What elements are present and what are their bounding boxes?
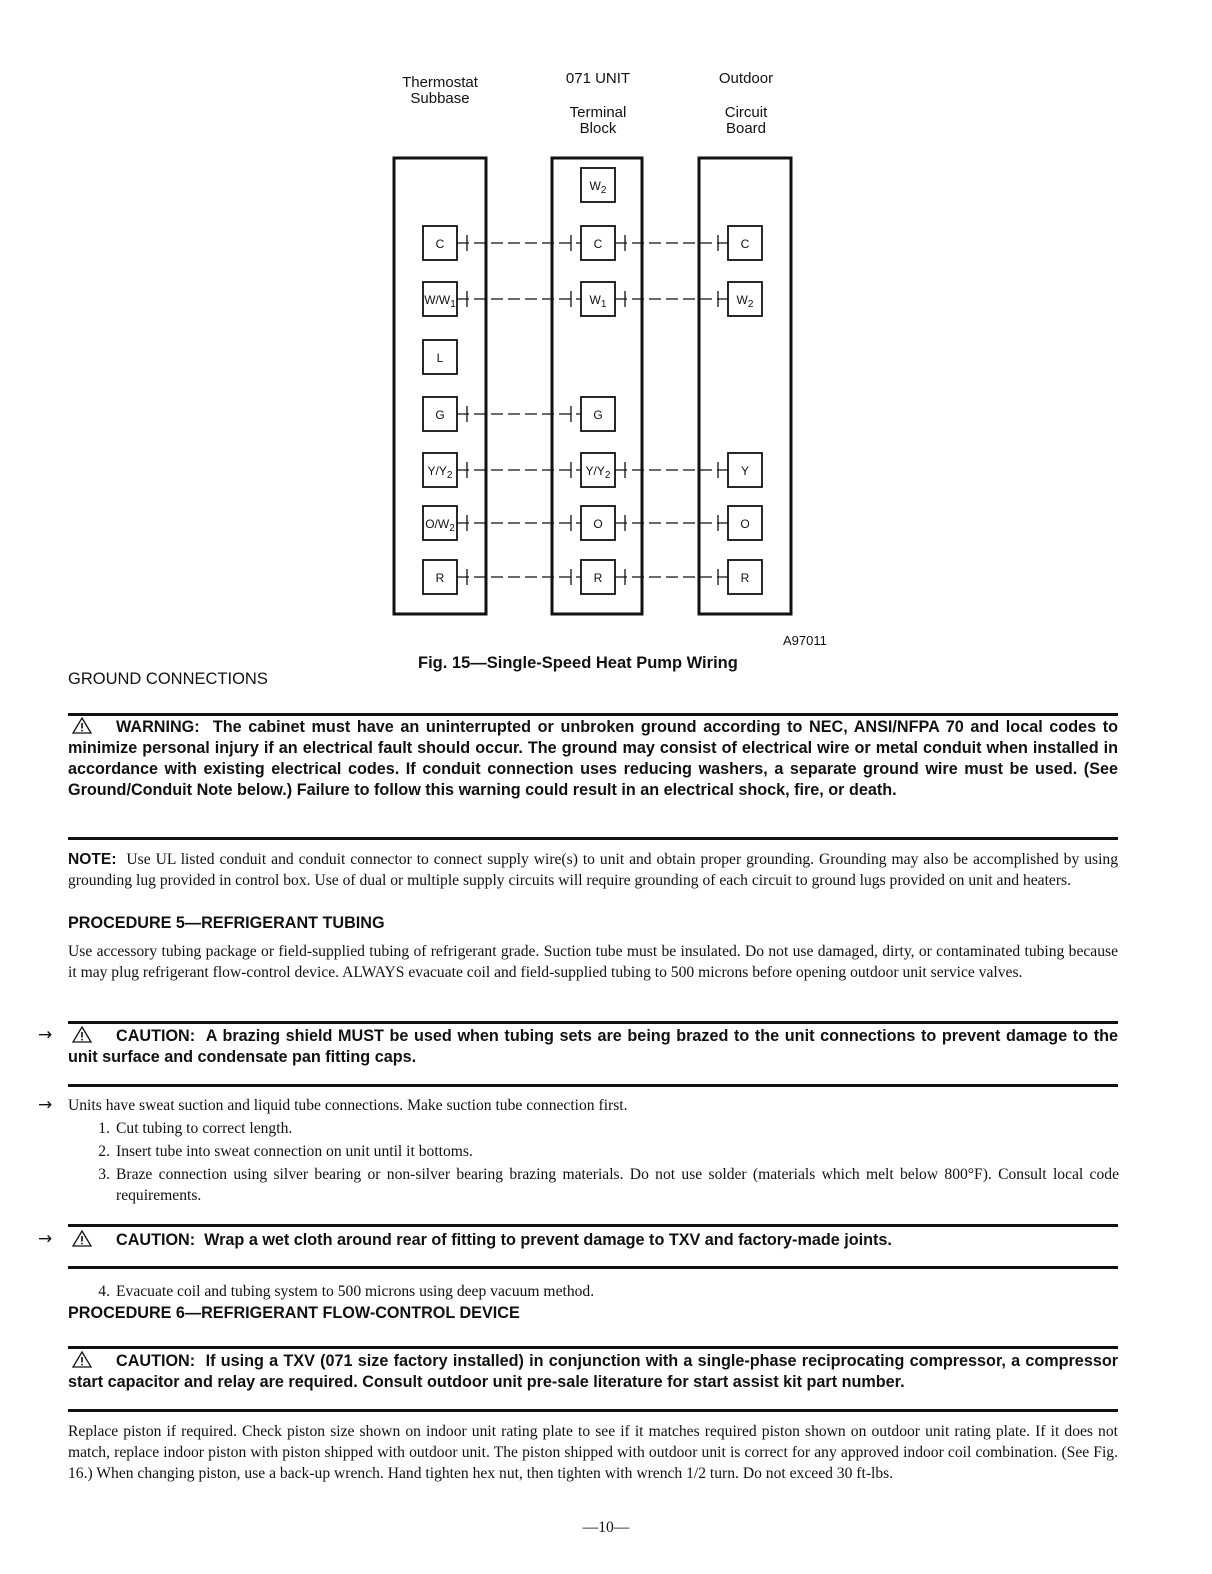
- caution-box-wet-cloth: [68, 1230, 1118, 1251]
- warning-label: WARNING:: [116, 718, 200, 736]
- rule: [68, 1266, 1118, 1269]
- change-arrow-icon: →: [38, 1229, 53, 1249]
- change-arrow-icon: →: [38, 1095, 53, 1115]
- thermostat-terminal-w-w1: [423, 282, 457, 316]
- terminal-label-part: /W: [435, 293, 451, 307]
- note-paragraph: [68, 849, 1118, 891]
- terminal-label-subscript: 2: [449, 523, 455, 534]
- step-number: 4.: [98, 1283, 110, 1300]
- figure-id: A97011: [783, 633, 827, 648]
- rule: [68, 1224, 1118, 1227]
- terminal-label: [741, 464, 749, 478]
- outdoor-terminal-w2: [728, 282, 762, 316]
- figure-caption: Fig. 15—Single-Speed Heat Pump Wiring: [418, 654, 738, 672]
- wire-connection: [615, 235, 728, 251]
- caution-triangle-icon: [72, 1351, 98, 1372]
- terminal-label-part: R: [435, 571, 445, 585]
- caution-label: CAUTION:: [116, 1231, 196, 1249]
- column-header-line: Board: [725, 120, 767, 137]
- ground-connections-heading: GROUND CONNECTIONS: [68, 670, 268, 688]
- page-number: —10—: [582, 1519, 630, 1536]
- step-number: 1.: [98, 1120, 110, 1137]
- column-header-line: Thermostat: [402, 74, 478, 91]
- unit-terminal-r: [581, 560, 615, 594]
- terminal-label-part: C: [740, 237, 750, 251]
- thermostat-terminal-g: [423, 397, 457, 431]
- outdoor-terminal-r: [728, 560, 762, 594]
- column-header-line: 071 UNIT: [565, 70, 631, 87]
- terminal-label-part: /Y: [435, 464, 447, 478]
- terminal-label: [594, 571, 603, 585]
- terminal-label-part: W: [589, 179, 601, 193]
- unit-terminal-y-y2: [581, 453, 615, 487]
- unit-terminal-c: [581, 226, 615, 260]
- wire-connection: [615, 462, 728, 478]
- warning-text: The cabinet must have an uninterrupted or unbroken ground according to NEC, ANSI/NFPA 70 and local codes to minimize personal injury if an electrical fault should occur. The ground may consist of electrical wire or metal conduit when installed in accordance with existing electrical codes. If conduit connection uses reducing washers, a separate ground wire must be used. (See Ground/Conduit Note below.) Failure to follow this warning could result in an electrical shock, fire, or death.: [68, 718, 1118, 799]
- caution-triangle-icon: [72, 1026, 98, 1047]
- caution-triangle-icon: [72, 1230, 98, 1251]
- terminal-label-part: /Y: [593, 464, 605, 478]
- terminal-label-part: G: [435, 408, 445, 422]
- terminal-label-part: L: [436, 351, 444, 365]
- change-arrow-icon: →: [38, 1025, 53, 1045]
- caution-box-brazing: [68, 1026, 1118, 1068]
- column-header-line: Outdoor: [718, 70, 774, 87]
- terminal-label: [435, 408, 444, 422]
- note-label: NOTE:: [68, 851, 117, 868]
- terminal-label-part: Y: [740, 464, 750, 478]
- procedure-5-text: Use accessory tubing package or field-supplied tubing of refrigerant grade. Suction tube must be insulated. Do not use damaged, dirty, or contaminated tubing because it may plug refrigerant flow-control device. ALWAYS evacuate coil and field-supplied tubing to 500 microns before opening outdoor unit service valves.: [68, 943, 1118, 981]
- caution-label: CAUTION:: [116, 1027, 196, 1045]
- thermostat-terminal-y-y2: [423, 453, 457, 487]
- wire-connection: [457, 569, 581, 585]
- caution-text: If using a TXV (071 size factory installed) in conjunction with a single-phase reciprocating compressor, a compressor start capacitor and relay are required. Consult outdoor unit pre-sale literature for start assist kit part number.: [68, 1352, 1119, 1391]
- terminal-label: [436, 571, 445, 585]
- terminal-label: [741, 237, 750, 251]
- wire-connection: [457, 515, 581, 531]
- warning-triangle-icon: [72, 717, 98, 738]
- caution-text: Wrap a wet cloth around rear of fitting to prevent damage to TXV and factory-made joints.: [204, 1231, 892, 1249]
- unit-terminal-g: [581, 397, 615, 431]
- terminal-label-part: R: [740, 571, 750, 585]
- wire-connection: [457, 406, 581, 422]
- thermostat-terminal-o-w2: [423, 506, 457, 540]
- terminal-label: [593, 517, 602, 531]
- outdoor-terminal-y: [728, 453, 762, 487]
- wire-connection: [457, 291, 581, 307]
- step-text: Cut tubing to correct length.: [116, 1120, 293, 1137]
- note-text: Use UL listed conduit and conduit connector to connect supply wire(s) to unit and obtain proper grounding. Grounding may also be accomplished by using grounding lug provided in control box. Use of dual or multiple supply circuits will require grounding of each circuit to ground lugs provided on unit and heaters.: [68, 851, 1119, 889]
- caution-box-txv: [68, 1351, 1118, 1393]
- terminal-label-part: C: [593, 237, 603, 251]
- terminal-label: [740, 517, 749, 531]
- terminal-label-part: G: [593, 408, 603, 422]
- wiring-schematic: [0, 0, 1212, 640]
- rule: [68, 1084, 1118, 1087]
- rule: [68, 837, 1118, 840]
- step-text: Braze connection using silver bearing or non-silver bearing brazing materials. Do not use solder (materials which melt below 800°F). Consult local code requirements.: [116, 1166, 1119, 1204]
- wire-connection: [457, 462, 581, 478]
- terminal-label-part: O: [740, 517, 750, 531]
- step-number: 2.: [98, 1143, 110, 1160]
- terminal-label-subscript: 2: [604, 470, 611, 481]
- step-text: Insert tube into sweat connection on unit until it bottoms.: [116, 1143, 473, 1160]
- terminal-label-part: W: [589, 293, 601, 307]
- terminal-label: [594, 237, 603, 251]
- column-header-line: Circuit: [724, 104, 768, 121]
- terminal-label-subscript: 1: [600, 299, 607, 310]
- outdoor-terminal-c: [728, 226, 762, 260]
- terminal-label: [436, 237, 445, 251]
- terminal-label: [741, 571, 750, 585]
- rule: [68, 713, 1118, 716]
- procedure-6-heading: PROCEDURE 6—REFRIGERANT FLOW-CONTROL DEVICE: [68, 1304, 520, 1322]
- thermostat-terminal-l: [423, 340, 457, 374]
- terminal-label-part: Y: [585, 464, 594, 478]
- wire-connection: [457, 235, 581, 251]
- terminal-label: [593, 408, 602, 422]
- thermostat-terminal-c: [423, 226, 457, 260]
- caution-text: A brazing shield MUST be used when tubing sets are being brazed to the unit connections to prevent damage to the unit surface and condensate pan fitting caps.: [68, 1027, 1118, 1066]
- terminal-label-subscript: 2: [747, 299, 754, 310]
- terminal-label-part: O: [593, 517, 603, 531]
- caution-label: CAUTION:: [116, 1352, 196, 1370]
- piston-paragraph: Replace piston if required. Check piston size shown on indoor unit rating plate to see if it matches required piston shown on outdoor unit rating plate. If it does not match, replace indoor piston with piston shipped with outdoor unit. The piston shipped with outdoor unit is correct for any approved indoor coil combination. (See Fig. 16.) When changing piston, use a back-up wrench. Hand tighten hex nut, then tighten with wrench 1/2 turn. Do not exceed 30 ft-lbs.: [68, 1423, 1118, 1482]
- column-header-line: Block: [579, 120, 617, 137]
- rule: [68, 1021, 1118, 1024]
- column-header-line: Terminal: [569, 104, 627, 121]
- outdoor-terminal-o: [728, 506, 762, 540]
- wire-connection: [615, 569, 728, 585]
- terminal-label-part: W: [736, 293, 748, 307]
- step-text: Evacuate coil and tubing system to 500 microns using deep vacuum method.: [116, 1283, 595, 1300]
- terminal-label: [437, 351, 444, 365]
- terminal-label-subscript: 2: [600, 185, 607, 196]
- terminal-label-subscript: 2: [446, 470, 453, 481]
- thermostat-terminal-r: [423, 560, 457, 594]
- unit-terminal-o: [581, 506, 615, 540]
- terminal-label-part: W: [424, 293, 436, 307]
- terminal-label-part: R: [593, 571, 603, 585]
- warning-box: [68, 717, 1118, 801]
- rule: [68, 1346, 1118, 1349]
- terminal-label-part: C: [435, 237, 445, 251]
- terminal-label-part: O: [425, 517, 435, 531]
- rule: [68, 1409, 1118, 1412]
- sweat-intro: Units have sweat suction and liquid tube connections. Make suction tube connection first.: [68, 1097, 628, 1114]
- terminal-label-part: Y: [427, 464, 436, 478]
- terminal-label-subscript: 1: [450, 299, 456, 310]
- wire-connection: [615, 291, 728, 307]
- column-header-line: Subbase: [410, 90, 470, 107]
- wire-connection: [615, 515, 728, 531]
- unit-terminal-w1: [581, 282, 615, 316]
- unit-terminal-w2: [581, 168, 615, 202]
- terminal-label-part: /W: [434, 517, 450, 531]
- procedure-5-heading: PROCEDURE 5—REFRIGERANT TUBING: [68, 914, 385, 932]
- step-number: 3.: [98, 1166, 110, 1183]
